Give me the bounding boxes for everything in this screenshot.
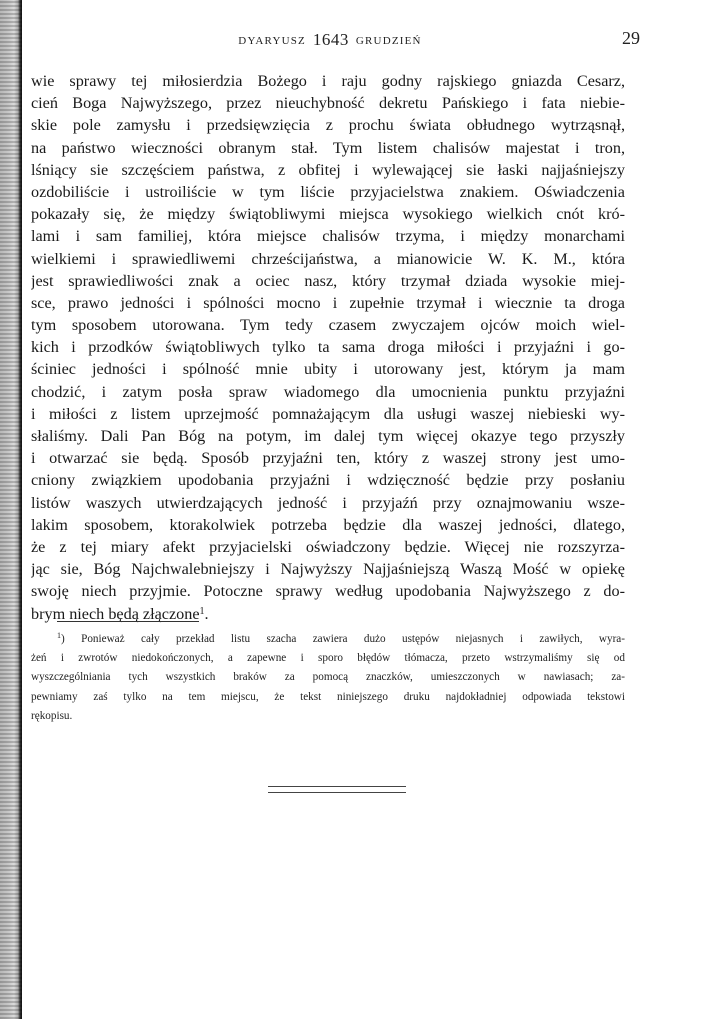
text-line: ściniec jedności i spólność mnie ubity i utorowany jest, którym ja mam (31, 360, 625, 379)
text-line: wie sprawy tej miłosierdzia Bożego i raju godny rajskiego gniazda Cesarz, (31, 72, 625, 90)
text-line: lakim sposobem, ktorakolwiek potrzeba będzie dla waszej jedności, dlatego, (31, 515, 625, 534)
footnote-separator (57, 621, 199, 622)
text-line: chodzić, i zatym posła spraw wiadomego dla umocnienia punktu przyjaźni (31, 382, 625, 401)
book-gutter-edge (0, 0, 22, 1019)
text-line: swoję niech przyjmie. Potoczne sprawy według upodobania Najwyższego z do- (31, 582, 625, 601)
closing-rule-bottom (268, 792, 406, 793)
text-line: sce, prawo jedności i spólności mocno i zupełnie trzymał i wiecznie ta droga (31, 293, 625, 312)
footnote (31, 630, 625, 726)
text-line: że z tej miary afekt przyjacielski oświadczony będzie. Więcej nie rozszyrza- (31, 537, 625, 556)
running-head-month: GRUDZIEŃ (355, 35, 422, 47)
text-line: wielkiemi i sprawiedliwemi chrześcijaństwa, a mianowicie W. K. M., która (31, 249, 625, 268)
footnote-line-last: rękopisu. (31, 709, 73, 722)
closing-rule-top (268, 786, 406, 787)
page-header (30, 28, 640, 52)
text-line: na państwo wieczności obranym stał. Tym listem chalisów majestat i tron, (31, 138, 625, 157)
text-line: kich i przodków świątobliwych tylko ta sama droga miłości i przyjaźni i go- (31, 338, 625, 357)
text-line: listów waszych utwierdzających jedność i przyjaźń przy oznajmowaniu wsze- (31, 493, 625, 512)
footnote-line: wyszczególniania tych wszystkich braków za pomocą znaczków, umieszczonych w nawiasach; za- (31, 671, 625, 684)
running-head-year: 1643 (312, 30, 349, 49)
last-line-text: brym niech będą złączone (31, 604, 200, 623)
footnote-marker-paren: ) (61, 633, 82, 645)
footnote-line: pewniamy zaś tylko na tem miejscu, że tekst niniejszego druku najdokładniej odpowiada tekstowi (31, 690, 625, 703)
text-line: ozdobiliście i ustroiliście w tym liście przyjacielstwa znakiem. Oświadczenia (31, 182, 625, 201)
page-number: 29 (622, 28, 640, 48)
footnote-line: żeń i zwrotów niedokończonych, a zapewne i sporo błędów tłómacza, przeto wstrzymaliśmy się od (31, 652, 625, 665)
text-line: pokazały się, że między świątobliwymi miejsca wysokiego wielkich cnót kró- (31, 205, 625, 224)
text-line: i otwarzać sie będą. Sposób przyjaźni ten, który z waszej strony jest umo- (31, 449, 625, 468)
text-line: i miłości z listem uprzejmość pomnażającym dla usługi waszej niebieski wy- (31, 404, 625, 423)
text-line: słaliśmy. Dali Pan Bóg na potym, im dalej tym więcej okazye tego przyszły (31, 427, 625, 445)
footnote-line (31, 630, 625, 649)
text-line: tym sposobem utorowana. Tym tedy czasem zwyczajem ojców moich wiel- (31, 316, 625, 335)
main-text (31, 70, 625, 625)
text-line: cień Boga Najwyższego, przez nieuchybność dekretu Pańskiego i fata niebie- (31, 94, 625, 113)
footnote-line-text: Ponieważ cały przekład listu szacha zawiera dużo ustępów niejasnych i zawiłych, wyra- (81, 633, 625, 645)
last-line-tail: . (204, 604, 209, 623)
text-line: jest sprawiedliwości znak a ociec nasz, który trzymał dziada wysokie miej- (31, 271, 625, 290)
footnote-marker: 1 (57, 631, 61, 640)
running-head-title: DYARYUSZ (238, 35, 306, 47)
footnote-reference[interactable]: 1 (199, 605, 205, 617)
text-line: lami i sam familiej, która miejsce chalisów trzyma, i między monarchami (31, 227, 625, 246)
running-head (30, 30, 630, 50)
text-line: lśniący sie szczęściem państwa, z obfitej i wylewającej sie łaski najjaśniejszy (31, 160, 625, 179)
text-line: cniony związkiem upodobania przyjaźni i wdzięczność będzie przy posłaniu (31, 471, 625, 490)
text-line: jąc sie, Bóg Najchwalebniejszy i Najwyższy Najjaśniejszą Waszą Mość w opiekę (31, 560, 625, 579)
text-line: skie pole zamysłu i przedsięwzięcia z prochu świata obłudnego wytrząsnął, (31, 116, 625, 135)
